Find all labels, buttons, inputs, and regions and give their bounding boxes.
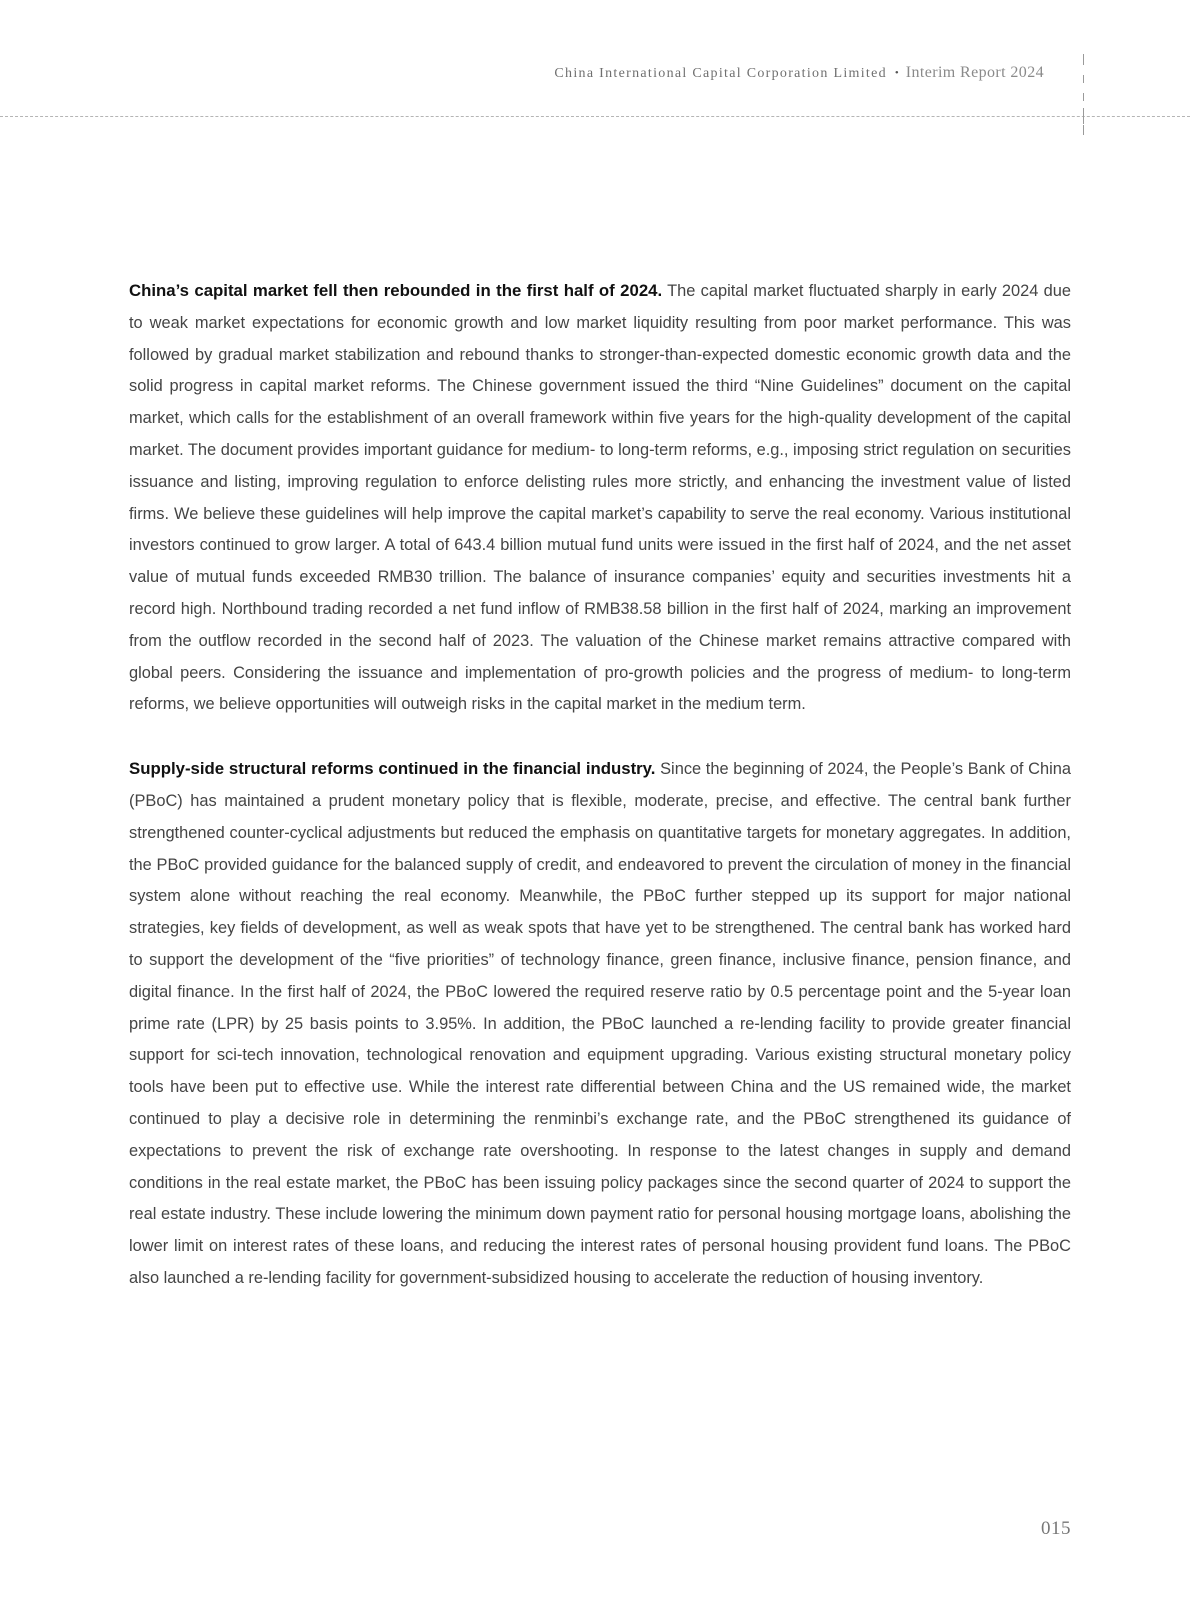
report-title: Interim Report 2024 [905,64,1044,81]
header-dashed-rule [0,116,1190,117]
company-name: China International Capital Corporation Limited [554,66,887,81]
paragraph-capital-market [129,275,1071,721]
crop-mark-cross [1083,108,1084,124]
paragraph-lead: China’s capital market fell then rebounded in the first half of 2024. [129,281,663,300]
running-header [554,64,1044,82]
crop-mark-mid-1 [1083,75,1084,83]
crop-mark-lower [1083,125,1084,135]
paragraph-body: Since the beginning of 2024, the People’s Bank of China (PBoC) has maintained a prudent monetary policy that is flexible, moderate, precise, and effective. The central bank further strengthened counter-cyclical adjustments but reduced the emphasis on quantitative targets for monetary aggregates. In addition, the PBoC provided guidance for the balanced supply of credit, and endeavored to prevent the circulation of money in the financial system alone without reaching the real economy. Meanwhile, the PBoC further stepped up its support for major national strategies, key fields of development, as well as weak spots that have yet to be strengthened. The central bank has worked hard to support the development of the “five priorities” of technology finance, green finance, inclusive finance, pension finance, and digital finance. In the first half of 2024, the PBoC lowered the required reserve ratio by 0.5 percentage point and the 5-year loan prime rate (LPR) by 25 basis points to 3.95%. In addition, the PBoC launched a re-lending facility to provide greater financial support for sci-tech innovation, technological renovation and equipment upgrading. Various existing structural monetary policy tools have been put to effective use. While the interest rate differential between China and the US remained wide, the market continued to play a decisive role in determining the renminbi’s exchange rate, and the PBoC strengthened its guidance of expectations to prevent the risk of exchange rate overshooting. In response to the latest changes in supply and demand conditions in the real estate market, the PBoC has been issuing policy packages since the second quarter of 2024 to support the real estate industry. These include lowering the minimum down payment ratio for personal housing mortgage loans, abolishing the lower limit on interest rates of these loans, and reducing the interest rates of personal housing provident fund loans. The PBoC also launched a re-lending facility for government-subsidized housing to accelerate the reduction of housing inventory. [129,760,1071,1287]
paragraph-supply-side-reforms [129,753,1071,1295]
header-separator: • [894,67,900,79]
crop-mark-mid-2 [1083,93,1084,101]
paragraph-lead: Supply-side structural reforms continued in the financial industry. [129,759,656,779]
paragraph-body: The capital market fluctuated sharply in early 2024 due to weak market expectations for economic growth and low market liquidity resulting from poor market performance. This was followed by gradual market stabilization and rebound thanks to stronger-than-expected domestic economic growth data and the solid progress in capital market reforms. The Chinese government issued the third “Nine Guidelines” document on the capital market, which calls for the establishment of an overall framework within five years for the high-quality development of the capital market. The document provides important guidance for medium- to long-term reforms, e.g., imposing strict regulation on securities issuance and listing, improving regulation to enforce delisting rules more strictly, and enhancing the investment value of listed firms. We believe these guidelines will help improve the capital market’s capability to serve the real economy. Various institutional investors continued to grow larger. A total of 643.4 billion mutual fund units were issued in the first half of 2024, and the net asset value of mutual funds exceeded RMB30 trillion. The balance of insurance companies’ equity and securities investments hit a record high. Northbound trading recorded a net fund inflow of RMB38.58 billion in the first half of 2024, marking an improvement from the outflow recorded in the second half of 2023. The valuation of the Chinese market remains attractive compared with global peers. Considering the issuance and implementation of pro-growth policies and the progress of medium- to long-term reforms, we believe opportunities will outweigh risks in the capital market in the medium term. [129,282,1072,714]
page-number: 015 [1041,1518,1071,1539]
body-text [129,275,1071,1295]
crop-mark-upper [1083,54,1084,65]
